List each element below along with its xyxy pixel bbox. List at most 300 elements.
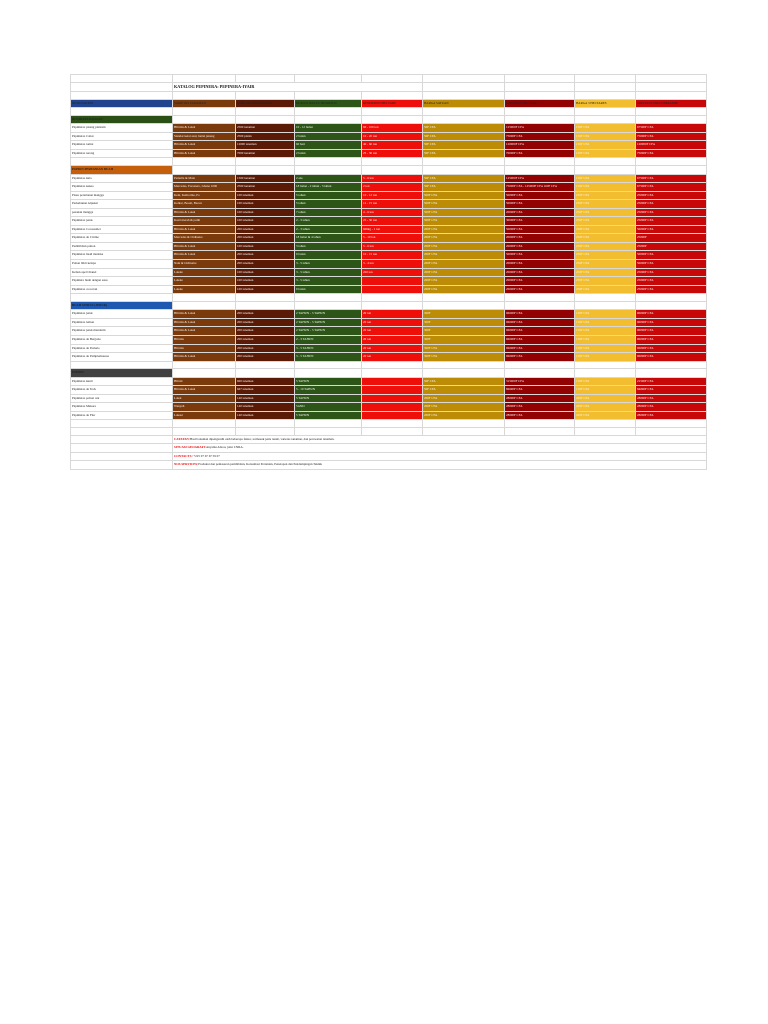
cell-rendemen [362, 394, 423, 403]
cell-jumlah: 600 tanaman [236, 377, 295, 386]
section-title: BUDIDAYA PANGAN [71, 115, 173, 124]
cell-harga-satuan: 200F CFA [423, 251, 505, 260]
cell-designation: Pépinière buah dengan susu [71, 277, 173, 286]
cell-designation: Pohon bibit kelapa [71, 260, 173, 269]
cell-harga-3-hectares: 250F CFA [575, 191, 636, 200]
cell-durasi: 2 ans [295, 174, 362, 183]
cell-montant-precommande: 90000F CFA [636, 335, 707, 344]
table-row [71, 141, 707, 150]
table-row [71, 335, 707, 344]
cell-montant-precommande: 28000F CFA [636, 394, 707, 403]
table-row [71, 394, 707, 403]
cell-harga-satuan: 200F CFA [423, 268, 505, 277]
cell-montant-precommande: 25000F CFA [636, 285, 707, 294]
cell-rendemen: 25 - 30 ton [362, 149, 423, 158]
spacer-row [71, 427, 707, 435]
table-row [71, 327, 707, 336]
table-row [71, 285, 707, 294]
note-text: Hasil tanaman dipengaruhi oleh beberapa faktor, termasuk jenis tanah, varietas tanaman, dan perawatan tanaman. [189, 436, 335, 441]
cell-varietas: Hibrida & Lokal [173, 208, 236, 217]
cell-montant-hectare: 50000F CFA [505, 251, 575, 260]
title-row [71, 82, 707, 92]
cell-montant-precommande: 90000F CFA [636, 327, 707, 336]
spacer-row [71, 294, 707, 302]
cell-rendemen: 200 ton [362, 268, 423, 277]
empty-cell [423, 294, 505, 302]
note-cell [173, 444, 707, 453]
cell-varietas: Hibrid [173, 377, 236, 386]
cell-varietas: Lokasi [173, 411, 236, 420]
cell-rendemen: 20 ton [362, 327, 423, 336]
cell-varietas: Hibrida & Lokal [173, 124, 236, 133]
table-row [71, 403, 707, 412]
cell-varietas: Hibrida & Lokal [173, 386, 236, 395]
cell-harga-satuan: 50F CFA [423, 174, 505, 183]
column-header-durasi: DURASI SIKLUS PRODUKSI [295, 99, 362, 108]
cell-designation: Pépinières de Flur [71, 411, 173, 420]
cell-montant-precommande: 25000F [636, 242, 707, 251]
cell-durasi: 2 - 3 tahun [295, 225, 362, 234]
empty-cell [71, 75, 173, 83]
cell-jumlah: 100 tanaman [236, 285, 295, 294]
cell-harga-3-hectares: 250F CFA [575, 285, 636, 294]
cell-jumlah: 2500 tanaman [236, 183, 295, 192]
empty-cell [236, 369, 295, 378]
note-label: CONTACTS : [174, 453, 194, 458]
empty-cell [71, 420, 173, 428]
cell-durasi: 60 hari [295, 141, 362, 150]
empty-cell [173, 427, 236, 435]
note-text: +225 07 67 67 59 07 [193, 453, 220, 458]
cell-durasi: 7 tahun [295, 208, 362, 217]
empty-cell [173, 369, 236, 378]
empty-cell [236, 75, 295, 83]
section-header-row [71, 115, 707, 124]
cell-harga-satuan: 200F CFA [423, 260, 505, 269]
table-row [71, 386, 707, 395]
empty-cell [236, 361, 295, 369]
cell-varietas: Kent, Keittorma, Pa [173, 191, 236, 200]
cell-varietas: Hibrida & Lokal [173, 251, 236, 260]
empty-cell [575, 361, 636, 369]
cell-varietas: Mercades & Ordinaire [173, 234, 236, 243]
cell-montant-precommande: 28000F CFA [636, 403, 707, 412]
cell-harga-3-hectares: 150F CFA [575, 353, 636, 362]
empty-cell [575, 158, 636, 166]
empty-cell [362, 115, 423, 124]
cell-durasi: 9 bulan [295, 285, 362, 294]
cell-varietas: Hibrida & Lokal [173, 310, 236, 319]
cell-montant-hectare: 70000F CFA [505, 149, 575, 158]
spacer-row [71, 361, 707, 369]
cell-varietas: Hibrida & Lokal [173, 149, 236, 158]
cell-montant-precommande: 90000F CFA [636, 353, 707, 362]
cell-montant-hectare: 96000F CFA [505, 327, 575, 336]
table-row [71, 149, 707, 158]
note-row [71, 461, 707, 470]
empty-cell [71, 435, 173, 444]
empty-cell [295, 294, 362, 302]
cell-jumlah: 200 tanaman [236, 225, 295, 234]
empty-cell [295, 158, 362, 166]
cell-montant-precommande: 25000F CFA [636, 191, 707, 200]
cell-rendemen: 40 - 60 ton [362, 141, 423, 150]
cell-harga-satuan: 500F CFA [423, 217, 505, 226]
cell-durasi: 3 - 5 TAHUN [295, 353, 362, 362]
cell-jumlah: 200 tanaman [236, 260, 295, 269]
cell-rendemen: 10 - 20 ton [362, 132, 423, 141]
empty-cell [505, 92, 575, 100]
cell-montant-precommande: 50000F CFA [636, 251, 707, 260]
table-row [71, 411, 707, 420]
cell-jumlah: 200 tanaman [236, 318, 295, 327]
cell-montant-hectare: 75000F CFA [505, 132, 575, 141]
cell-durasi: 5AND [295, 403, 362, 412]
cell-montant-precommande: 25000F [636, 234, 707, 243]
empty-cell [71, 92, 173, 100]
cell-montant-hectare: 96000F CFA [505, 344, 575, 353]
empty-cell [295, 108, 362, 116]
empty-cell [505, 361, 575, 369]
empty-cell [575, 301, 636, 310]
cell-montant-precommande: 25000F CFA [636, 217, 707, 226]
cell-montant-hectare: 30000F CFA [505, 217, 575, 226]
empty-cell [423, 369, 505, 378]
cell-durasi: 5 TAHUN [295, 377, 362, 386]
cell-rendemen: 12 - 15 ton [362, 200, 423, 209]
cell-designation: Pépinières pohon cek [71, 394, 173, 403]
cell-harga-3-hectares: 150F CFA [575, 310, 636, 319]
empty-cell [636, 427, 707, 435]
cell-designation: Pépinières de Teck [71, 386, 173, 395]
note-cell [173, 452, 707, 461]
note-label: CATATAN: [174, 436, 190, 441]
cell-montant-hectare: 50000F CFA [505, 200, 575, 209]
cell-jumlah: 200 tanaman [236, 234, 295, 243]
cell-designation: pesanan mangga [71, 208, 173, 217]
empty-cell [575, 427, 636, 435]
cell-designation: Pépinières kunit [71, 377, 173, 386]
cell-montant-precommande: 90000F CFA [636, 318, 707, 327]
cell-designation: Pépinières jeruk [71, 217, 173, 226]
cell-montant-precommande: 84690F CFA [636, 386, 707, 395]
cell-harga-3-hectares: 250F CFA [575, 217, 636, 226]
cell-jumlah: 140 tanaman [236, 411, 295, 420]
cell-rendemen: 4 - 6 ton [362, 208, 423, 217]
table-row [71, 208, 707, 217]
cell-harga-3-hectares: 250F CFA [575, 277, 636, 286]
cell-durasi: 2 TAHUN - 3 TAHUN [295, 327, 362, 336]
cell-varietas: Hibrida & Lokal [173, 327, 236, 336]
note-cell [173, 461, 707, 470]
empty-cell [423, 92, 505, 100]
cell-montant-precommande: 120000F CFA [636, 141, 707, 150]
table-row [71, 242, 707, 251]
cell-rendemen: 5 - 10 ton [362, 234, 423, 243]
empty-cell [295, 420, 362, 428]
empty-cell [71, 82, 173, 92]
cell-durasi: 3 - 5 TAHUN [295, 344, 362, 353]
cell-jumlah: 100 tanaman [236, 200, 295, 209]
cell-montant-hectare: 96000F CFA [505, 353, 575, 362]
cell-designation: Pisau pertelanan mangga [71, 191, 173, 200]
section-title: BUAH SITRUS (JERUK) [71, 301, 173, 310]
cell-designation: Pépinières tomat [71, 141, 173, 150]
empty-cell [505, 115, 575, 124]
cell-harga-satuan: 200F CFA [423, 225, 505, 234]
empty-cell [236, 166, 295, 175]
cell-durasi: 2 bulan [295, 132, 362, 141]
empty-cell [505, 427, 575, 435]
column-header-rendemen: RENDEMEN/HECTARE [362, 99, 423, 108]
empty-cell [362, 294, 423, 302]
empty-cell [362, 92, 423, 100]
cell-montant-hectare: 75000F CFA - 125000F CFA 160F CFA [505, 183, 575, 192]
table-row [71, 377, 707, 386]
cell-harga-3-hectares: 150F CFA [575, 377, 636, 386]
empty-cell [505, 82, 575, 92]
cell-montant-precommande: 90000F CFA [636, 344, 707, 353]
cell-montant-hectare: 125000F CFA [505, 174, 575, 183]
cell-harga-satuan: 300F [423, 335, 505, 344]
empty-cell [236, 301, 295, 310]
note-row [71, 452, 707, 461]
cell-durasi: 3 - 5 tahun [295, 268, 362, 277]
cell-jumlah: 7000 tanaman [236, 149, 295, 158]
cell-rendemen: 5 - 6 ton [362, 242, 423, 251]
empty-cell [636, 166, 707, 175]
column-header-montant-precommande: MONTANT PRECOMMANDE [636, 99, 707, 108]
cell-montant-precommande: 25000F CFA [636, 200, 707, 209]
empty-cell [636, 420, 707, 428]
cell-montant-hectare: 20000F CFA [505, 277, 575, 286]
catalog-sheet [70, 74, 707, 470]
table-row [71, 277, 707, 286]
cell-harga-3-hectares: 150F CFA [575, 183, 636, 192]
cell-durasi: 5 - 10 TAHUN [295, 386, 362, 395]
empty-cell [71, 361, 173, 369]
cell-montant-precommande: 25000F CFA [636, 277, 707, 286]
table-row [71, 318, 707, 327]
cell-montant-hectare: 20000F CFA [505, 260, 575, 269]
cell-harga-satuan: 300F CFA [423, 353, 505, 362]
empty-cell [362, 420, 423, 428]
cell-harga-satuan: 200F CFA [423, 234, 505, 243]
empty-cell [295, 427, 362, 435]
cell-harga-3-hectares: 250F CFA [575, 251, 636, 260]
cell-varietas: Hibrida & Lokal [173, 353, 236, 362]
empty-cell [71, 108, 173, 116]
table-row [71, 174, 707, 183]
cell-montant-hectare: 28000F CFA [505, 411, 575, 420]
empty-cell [173, 361, 236, 369]
cell-durasi: 3 tahun [295, 242, 362, 251]
cell-jumlah: 100 tanaman [236, 191, 295, 200]
cell-harga-3-hectares: 150F CFA [575, 149, 636, 158]
empty-cell [362, 75, 423, 83]
cell-montant-precommande: 75000F CFA [636, 149, 707, 158]
cell-harga-satuan: 50F CFA [423, 149, 505, 158]
empty-cell [236, 115, 295, 124]
cell-varietas: Lokale [173, 268, 236, 277]
column-header-harga-3-hectares: HARGA 3 HECTARES [575, 99, 636, 108]
cell-harga-3-hectares: 150F CFA [575, 386, 636, 395]
catalog-title-text: KATALOG PEPINERA: PEPINERA-IYAIR [174, 83, 255, 89]
cell-harga-satuan: 200F CFA [423, 411, 505, 420]
cell-designation: Pépinières de Citrine [71, 234, 173, 243]
empty-cell [575, 75, 636, 83]
empty-cell [173, 92, 236, 100]
cell-harga-satuan: 200F CFA [423, 394, 505, 403]
cell-durasi: 2 TAHUN - 3 TAHUN [295, 318, 362, 327]
section-title: POHON [71, 369, 173, 378]
table-row [71, 217, 707, 226]
cell-durasi: 2 - 3 tahun [295, 217, 362, 226]
empty-cell [505, 420, 575, 428]
cell-durasi: 2 - 3 TAHUN [295, 335, 362, 344]
section-title: POHON PERTANIAN BUAH [71, 166, 173, 175]
cell-harga-3-hectares: 150F CFA [575, 132, 636, 141]
cell-designation: Pépinières buah markisa [71, 251, 173, 260]
cell-harga-satuan: 50F CFA [423, 132, 505, 141]
cell-harga-satuan: 200F CFA [423, 277, 505, 286]
empty-cell [575, 108, 636, 116]
empty-cell [362, 427, 423, 435]
empty-cell [236, 427, 295, 435]
empty-cell [636, 115, 707, 124]
note-label: NOS SERVICES: [174, 462, 199, 467]
empty-cell [423, 75, 505, 83]
cell-durasi: 5 tahun [295, 191, 362, 200]
cell-harga-3-hectares: 250F CFA [575, 225, 636, 234]
cell-varietas: Wanyeh [173, 403, 236, 412]
empty-cell [236, 108, 295, 116]
cell-varietas: Lokale [173, 285, 236, 294]
cell-jumlah: 200 tanaman [236, 310, 295, 319]
empty-cell [295, 301, 362, 310]
column-header-montant-hectare: MONTANT HECTARE [505, 99, 575, 108]
cell-varietas: Nain & Ordinaire [173, 260, 236, 269]
cell-varietas: Hibrida & Lokal [173, 225, 236, 234]
table-row [71, 225, 707, 234]
table-row [71, 268, 707, 277]
spacer-row [71, 92, 707, 100]
empty-cell [423, 427, 505, 435]
cell-durasi: 5 tahun [295, 200, 362, 209]
empty-cell [295, 115, 362, 124]
cell-jumlah: 200 tanaman [236, 344, 295, 353]
cell-montant-precommande: 25000F CFA [636, 268, 707, 277]
cell-montant-hectare: 50000F CFA [505, 191, 575, 200]
empty-cell [362, 108, 423, 116]
cell-jumlah: 200 tanaman [236, 251, 295, 260]
cell-designation: Perkebunan Alpukat [71, 200, 173, 209]
empty-cell [236, 420, 295, 428]
empty-cell [173, 108, 236, 116]
cell-harga-3-hectares: 250F CFA [575, 242, 636, 251]
cell-designation: Pépinières jeruk mandarin [71, 327, 173, 336]
cell-montant-precommande: 67500F CFA [636, 124, 707, 133]
cell-varietas: Hibrida & Lokal [173, 242, 236, 251]
cell-jumlah: 100 tanaman [236, 277, 295, 286]
cell-rendemen: 25 - 30 ton [362, 217, 423, 226]
cell-designation: Pépinières kula [71, 174, 173, 183]
cell-jumlah: 100 tanaman [236, 208, 295, 217]
empty-cell [362, 369, 423, 378]
empty-cell [236, 92, 295, 100]
cell-montant-hectare: 86690F CFA [505, 386, 575, 395]
table-row [71, 344, 707, 353]
empty-cell [423, 420, 505, 428]
empty-cell [505, 301, 575, 310]
empty-cell [636, 75, 707, 83]
cell-montant-precommande: 67500F CFA [636, 183, 707, 192]
cell-harga-satuan: 50F CFA [423, 377, 505, 386]
cell-durasi: 9 bulan [295, 251, 362, 260]
cell-harga-satuan: 200F CFA [423, 242, 505, 251]
cell-montant-hectare: 315000F CFA [505, 377, 575, 386]
cell-jumlah: 100 tanaman [236, 268, 295, 277]
cell-varietas: Kolkar, Boom, Bacon [173, 200, 236, 209]
cell-jumlah: 100 tanaman [236, 217, 295, 226]
cell-montant-hectare: 50000F CFA [505, 225, 575, 234]
cell-durasi: 2 bulan [295, 149, 362, 158]
catalog-title [173, 82, 423, 92]
cell-harga-3-hectares: 150F CFA [575, 318, 636, 327]
empty-cell [71, 452, 173, 461]
cell-rendemen: 20 ton [362, 344, 423, 353]
empty-cell [636, 92, 707, 100]
cell-varietas: Hibrida & Lokal [173, 318, 236, 327]
cell-montant-precommande: 28000F CFA [636, 411, 707, 420]
cell-montant-hectare: 120000F CFA [505, 141, 575, 150]
spacer-row [71, 158, 707, 166]
cell-designation: Kebun apel Chanel [71, 268, 173, 277]
cell-rendemen: 10 - 12 ton [362, 191, 423, 200]
cell-varietas: Hibrida & Lokal [173, 141, 236, 150]
cell-varietas: Kastt merah & putih [173, 217, 236, 226]
empty-cell [575, 166, 636, 175]
cell-jumlah: 200 tanaman [236, 353, 295, 362]
empty-cell [575, 115, 636, 124]
empty-cell [362, 166, 423, 175]
empty-cell [236, 294, 295, 302]
cell-rendemen [362, 277, 423, 286]
cell-varietas: Hibrida [173, 344, 236, 353]
cell-varietas: Lokal [173, 394, 236, 403]
cell-jumlah: 667 tanaman [236, 386, 295, 395]
cell-varietas: Mercedes, Forastero, Ghana 1000 [173, 183, 236, 192]
cell-designation: Pépinières kakao [71, 183, 173, 192]
empty-cell [423, 108, 505, 116]
empty-cell [423, 301, 505, 310]
cell-montant-precommande: 25000F CFA [636, 208, 707, 217]
empty-cell [173, 75, 236, 83]
cell-montant-hectare: 20000F CFA [505, 268, 575, 277]
cell-designation: Pépinières Cabai [71, 132, 173, 141]
empty-cell [575, 420, 636, 428]
empty-cell [636, 108, 707, 116]
section-header-row [71, 301, 707, 310]
cell-harga-3-hectares: 150F CFA [575, 141, 636, 150]
cell-harga-satuan: 300F [423, 310, 505, 319]
empty-cell [295, 166, 362, 175]
cell-montant-hectare: 20000F CFA [505, 242, 575, 251]
cell-designation: Pépinières pisang plantain [71, 124, 173, 133]
empty-cell [71, 444, 173, 453]
cell-jumlah: 1500 tanaman [236, 174, 295, 183]
cell-designation: Pépinières Makore [71, 403, 173, 412]
